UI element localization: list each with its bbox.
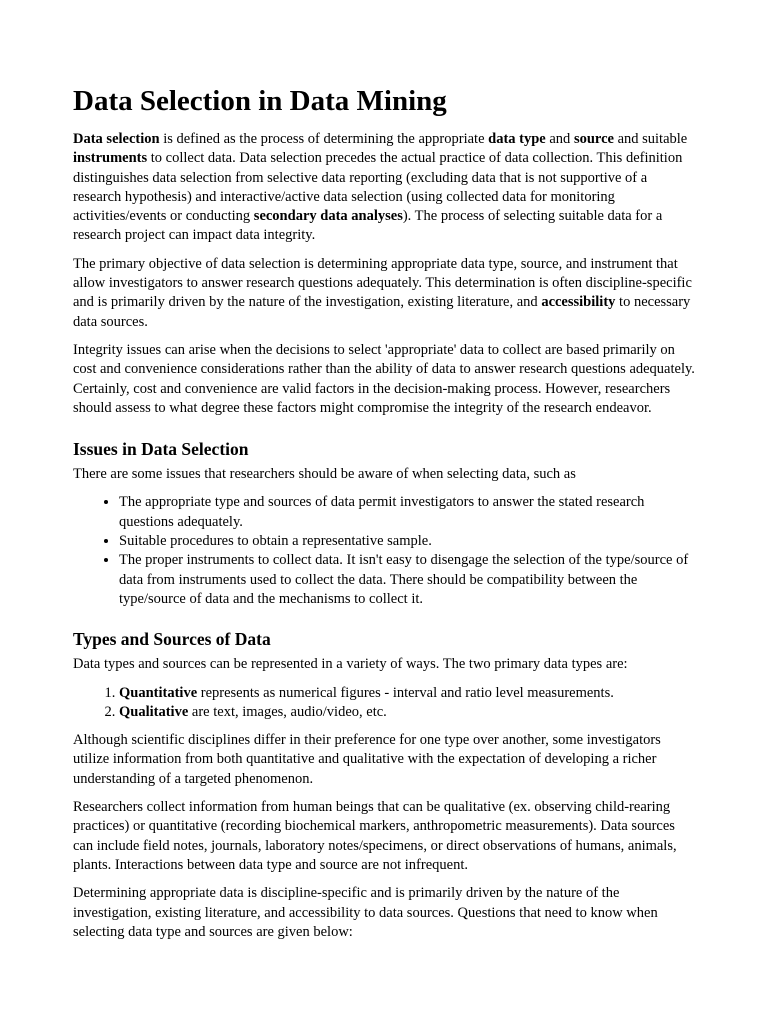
text-run: are text, images, audio/video, etc. — [188, 703, 387, 720]
list-item: • The proper instruments to collect data. It isn't easy to disengage the selection of the type/source of data from instruments used to collect the data. There should be compatibility between the type/source of data and the mechanisms to collect it. — [119, 551, 696, 609]
text-run: ). The process of selecting suitable data for a research project can impact data integrity. — [73, 208, 663, 244]
objective-paragraph — [73, 255, 696, 332]
bold-term: data type — [488, 131, 546, 147]
types-intro: Data types and sources can be represented in a variety of ways. The two primary data types are: — [73, 656, 628, 673]
issues-list — [73, 493, 696, 609]
list-item: • Suitable procedures to obtain a representative sample. — [119, 532, 696, 551]
list-item: • The appropriate type and sources of data permit investigators to answer the stated research questions adequately. — [119, 493, 696, 532]
section-heading-types: Types and Sources of Data — [73, 629, 271, 650]
text-run: and — [545, 131, 574, 147]
bold-term: instruments — [73, 150, 148, 167]
bold-term: source — [573, 131, 614, 147]
text-run: to necessary data sources. — [73, 294, 691, 330]
bold-term: Data selection — [73, 131, 160, 147]
bold-term: secondary data analyses — [253, 208, 403, 225]
issues-intro: There are some issues that researchers should be aware of when selecting data, such as — [73, 466, 576, 483]
intro-paragraph — [73, 130, 696, 246]
section-heading-issues: Issues in Data Selection — [73, 439, 249, 460]
text-run: to collect data. Data selection precedes the actual practice of data collection. This definition distinguishes data selection from selective data reporting (excluding data that is not supportive of a research hypothesis) and interactive/active data selection (using collected data for monitoring activities/events or conducting — [73, 150, 683, 225]
list-item — [119, 684, 696, 703]
bold-term: Qualitative — [119, 703, 189, 720]
bold-term: Quantitative — [119, 684, 198, 701]
list-item — [119, 703, 696, 722]
disciplines-paragraph: Although scientific disciplines differ in their preference for one type over another, some investigators utilize information from both quantitative and qualitative with the expectation of developing a richer understanding of a targeted phenomenon. — [73, 732, 661, 787]
integrity-paragraph: Integrity issues can arise when the decisions to select 'appropriate' data to collect are based primarily on cost and convenience considerations rather than the ability of data to answer research questions adequately. Certainly, cost and convenience are valid factors in the decision-making process. However, researchers should assess to what degree these factors might compromise the integrity of the research endeavor. — [73, 341, 695, 416]
sources-paragraph: Researchers collect information from human beings that can be qualitative (ex. observing child-rearing practices) or quantitative (recording biochemical markers, anthropometric measurements). Data sources can include field notes, journals, laboratory notes/specimens, or direct observations of humans, animals, plants. Interactions between data type and source are not infrequent. — [73, 799, 677, 873]
determining-paragraph: Determining appropriate data is discipline-specific and is primarily driven by the nature of the investigation, existing literature, and accessibility to data sources. Questions that need to know when selecting data type and sources are given below: — [73, 885, 658, 940]
text-run: The primary objective of data selection is determining appropriate data type, source, and instrument that allow investigators to answer research questions adequately. This determination is often discipline-specific and is primarily driven by the nature of the investigation, existing literature, and — [73, 255, 692, 311]
text-run: and suitable — [613, 131, 688, 147]
text-run: is defined as the process of determining the appropriate — [159, 131, 489, 147]
types-list — [73, 684, 696, 723]
page-title: Data Selection in Data Mining — [73, 85, 447, 117]
text-run: represents as numerical figures - interval and ratio level measurements. — [197, 684, 614, 701]
bold-term: accessibility — [541, 294, 616, 311]
